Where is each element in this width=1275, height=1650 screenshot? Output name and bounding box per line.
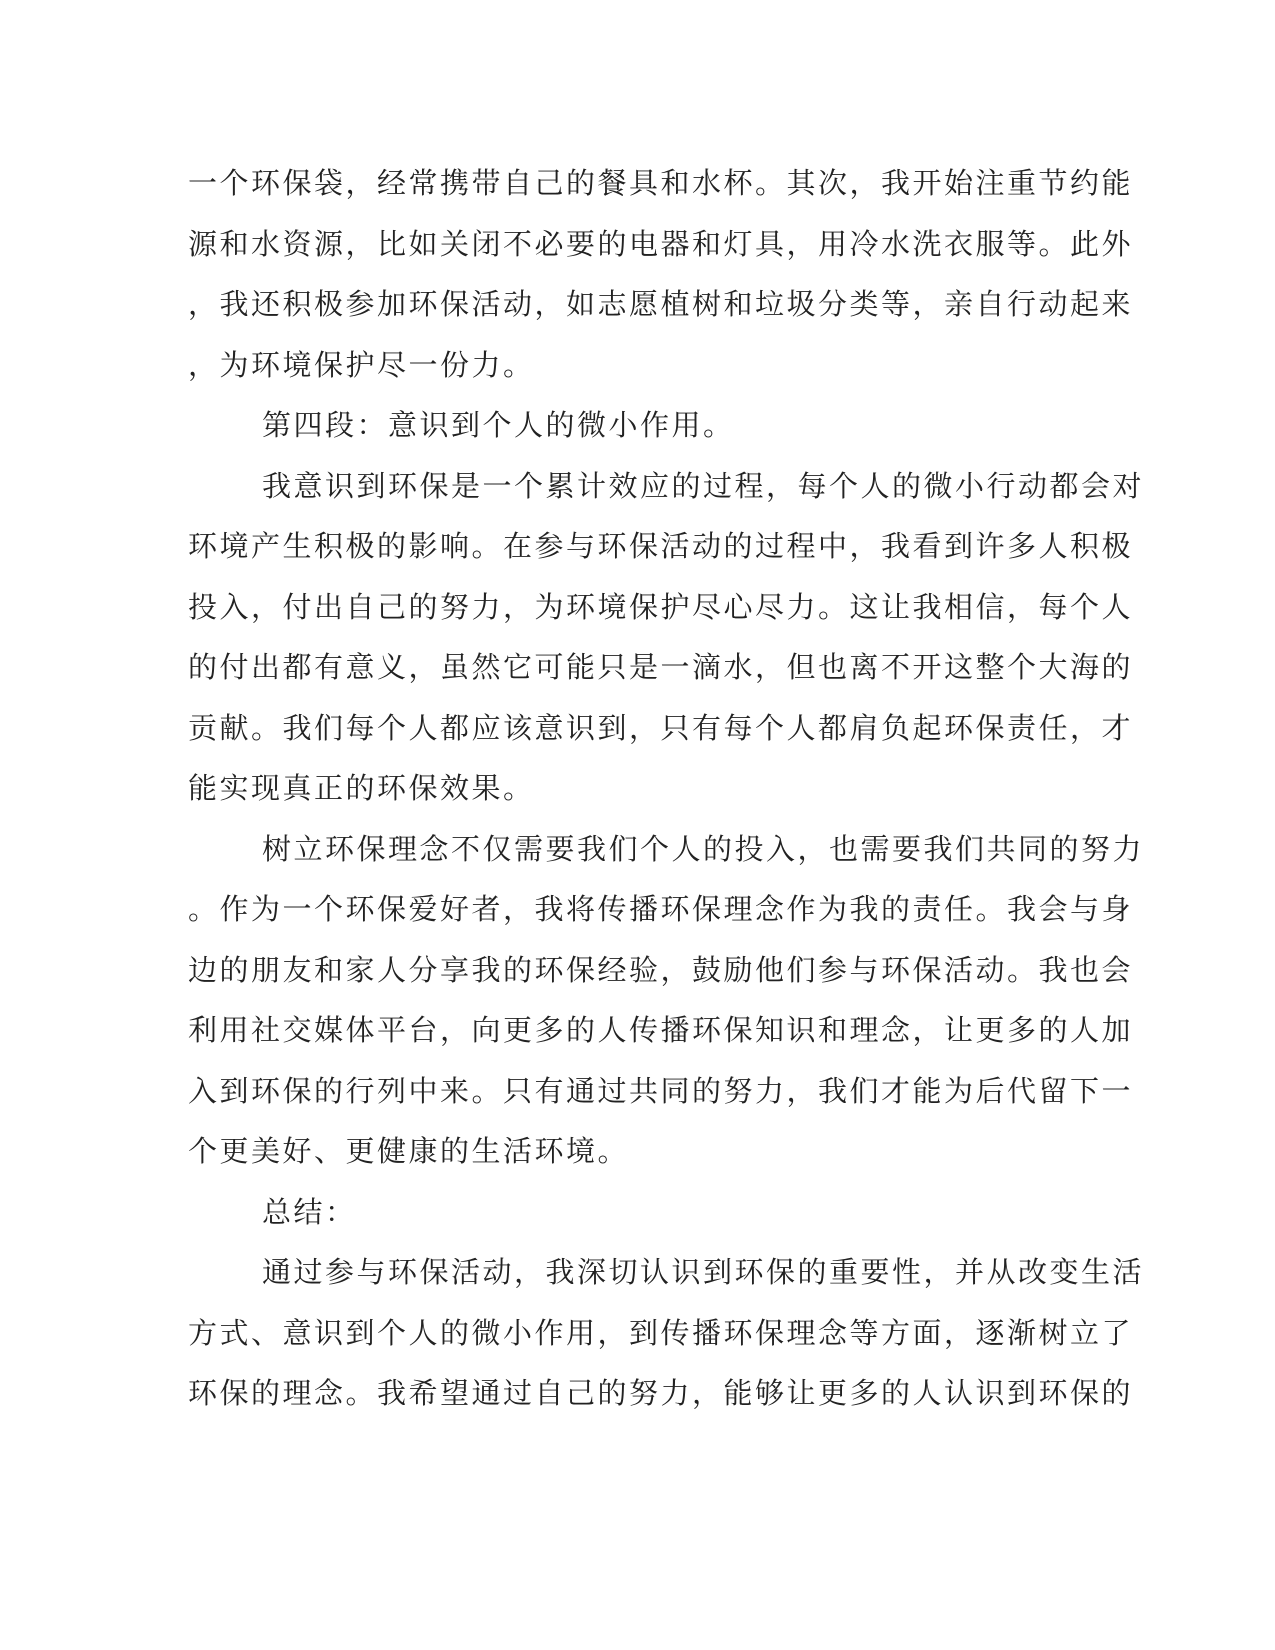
- text-line: 。作为一个环保爱好者，我将传播环保理念作为我的责任。我会与身: [188, 892, 1134, 926]
- text-line: ，我还积极参加环保活动，如志愿植树和垃圾分类等，亲自行动起来: [188, 287, 1134, 321]
- text-line: ，为环境保护尽一份力。: [188, 347, 535, 382]
- text-line: 源和水资源，比如关闭不必要的电器和灯具，用冷水洗衣服等。此外: [188, 226, 1134, 261]
- text-line: 方式、意识到个人的微小作用，到传播环保理念等方面，逐渐树立了: [188, 1315, 1134, 1350]
- text-line: 贡献。我们每个人都应该意识到，只有每个人都肩负起环保责任，才: [188, 710, 1134, 745]
- section-heading: 第四段：意识到个人的微小作用。: [262, 408, 735, 442]
- text-line: 边的朋友和家人分享我的环保经验，鼓励他们参与环保活动。我也会: [188, 952, 1134, 987]
- text-line: 入到环保的行列中来。只有通过共同的努力，我们才能为后代留下一: [188, 1073, 1134, 1108]
- text-line: 一个环保袋，经常携带自己的餐具和水杯。其次，我开始注重节约能: [188, 166, 1134, 200]
- text-line: 环境产生积极的影响。在参与环保活动的过程中，我看到许多人积极: [188, 529, 1134, 563]
- text-line: 通过参与环保活动，我深切认识到环保的重要性，并从改变生活: [262, 1255, 1145, 1289]
- text-line: 的付出都有意义，虽然它可能只是一滴水，但也离不开这整个大海的: [188, 650, 1134, 684]
- text-line: 我意识到环保是一个累计效应的过程，每个人的微小行动都会对: [262, 468, 1145, 503]
- text-line: 投入，付出自己的努力，为环境保护尽心尽力。这让我相信，每个人: [188, 589, 1134, 624]
- text-line: 环保的理念。我希望通过自己的努力，能够让更多的人认识到环保的: [188, 1376, 1134, 1410]
- text-line: 能实现真正的环保效果。: [188, 771, 535, 805]
- text-line: 利用社交媒体平台，向更多的人传播环保知识和理念，让更多的人加: [188, 1013, 1134, 1047]
- text-line: 树立环保理念不仅需要我们个人的投入，也需要我们共同的努力: [262, 831, 1145, 866]
- document-body: [188, 163, 1145, 1434]
- section-heading: 总结：: [262, 1194, 357, 1229]
- text-line: 个更美好、更健康的生活环境。: [188, 1134, 630, 1168]
